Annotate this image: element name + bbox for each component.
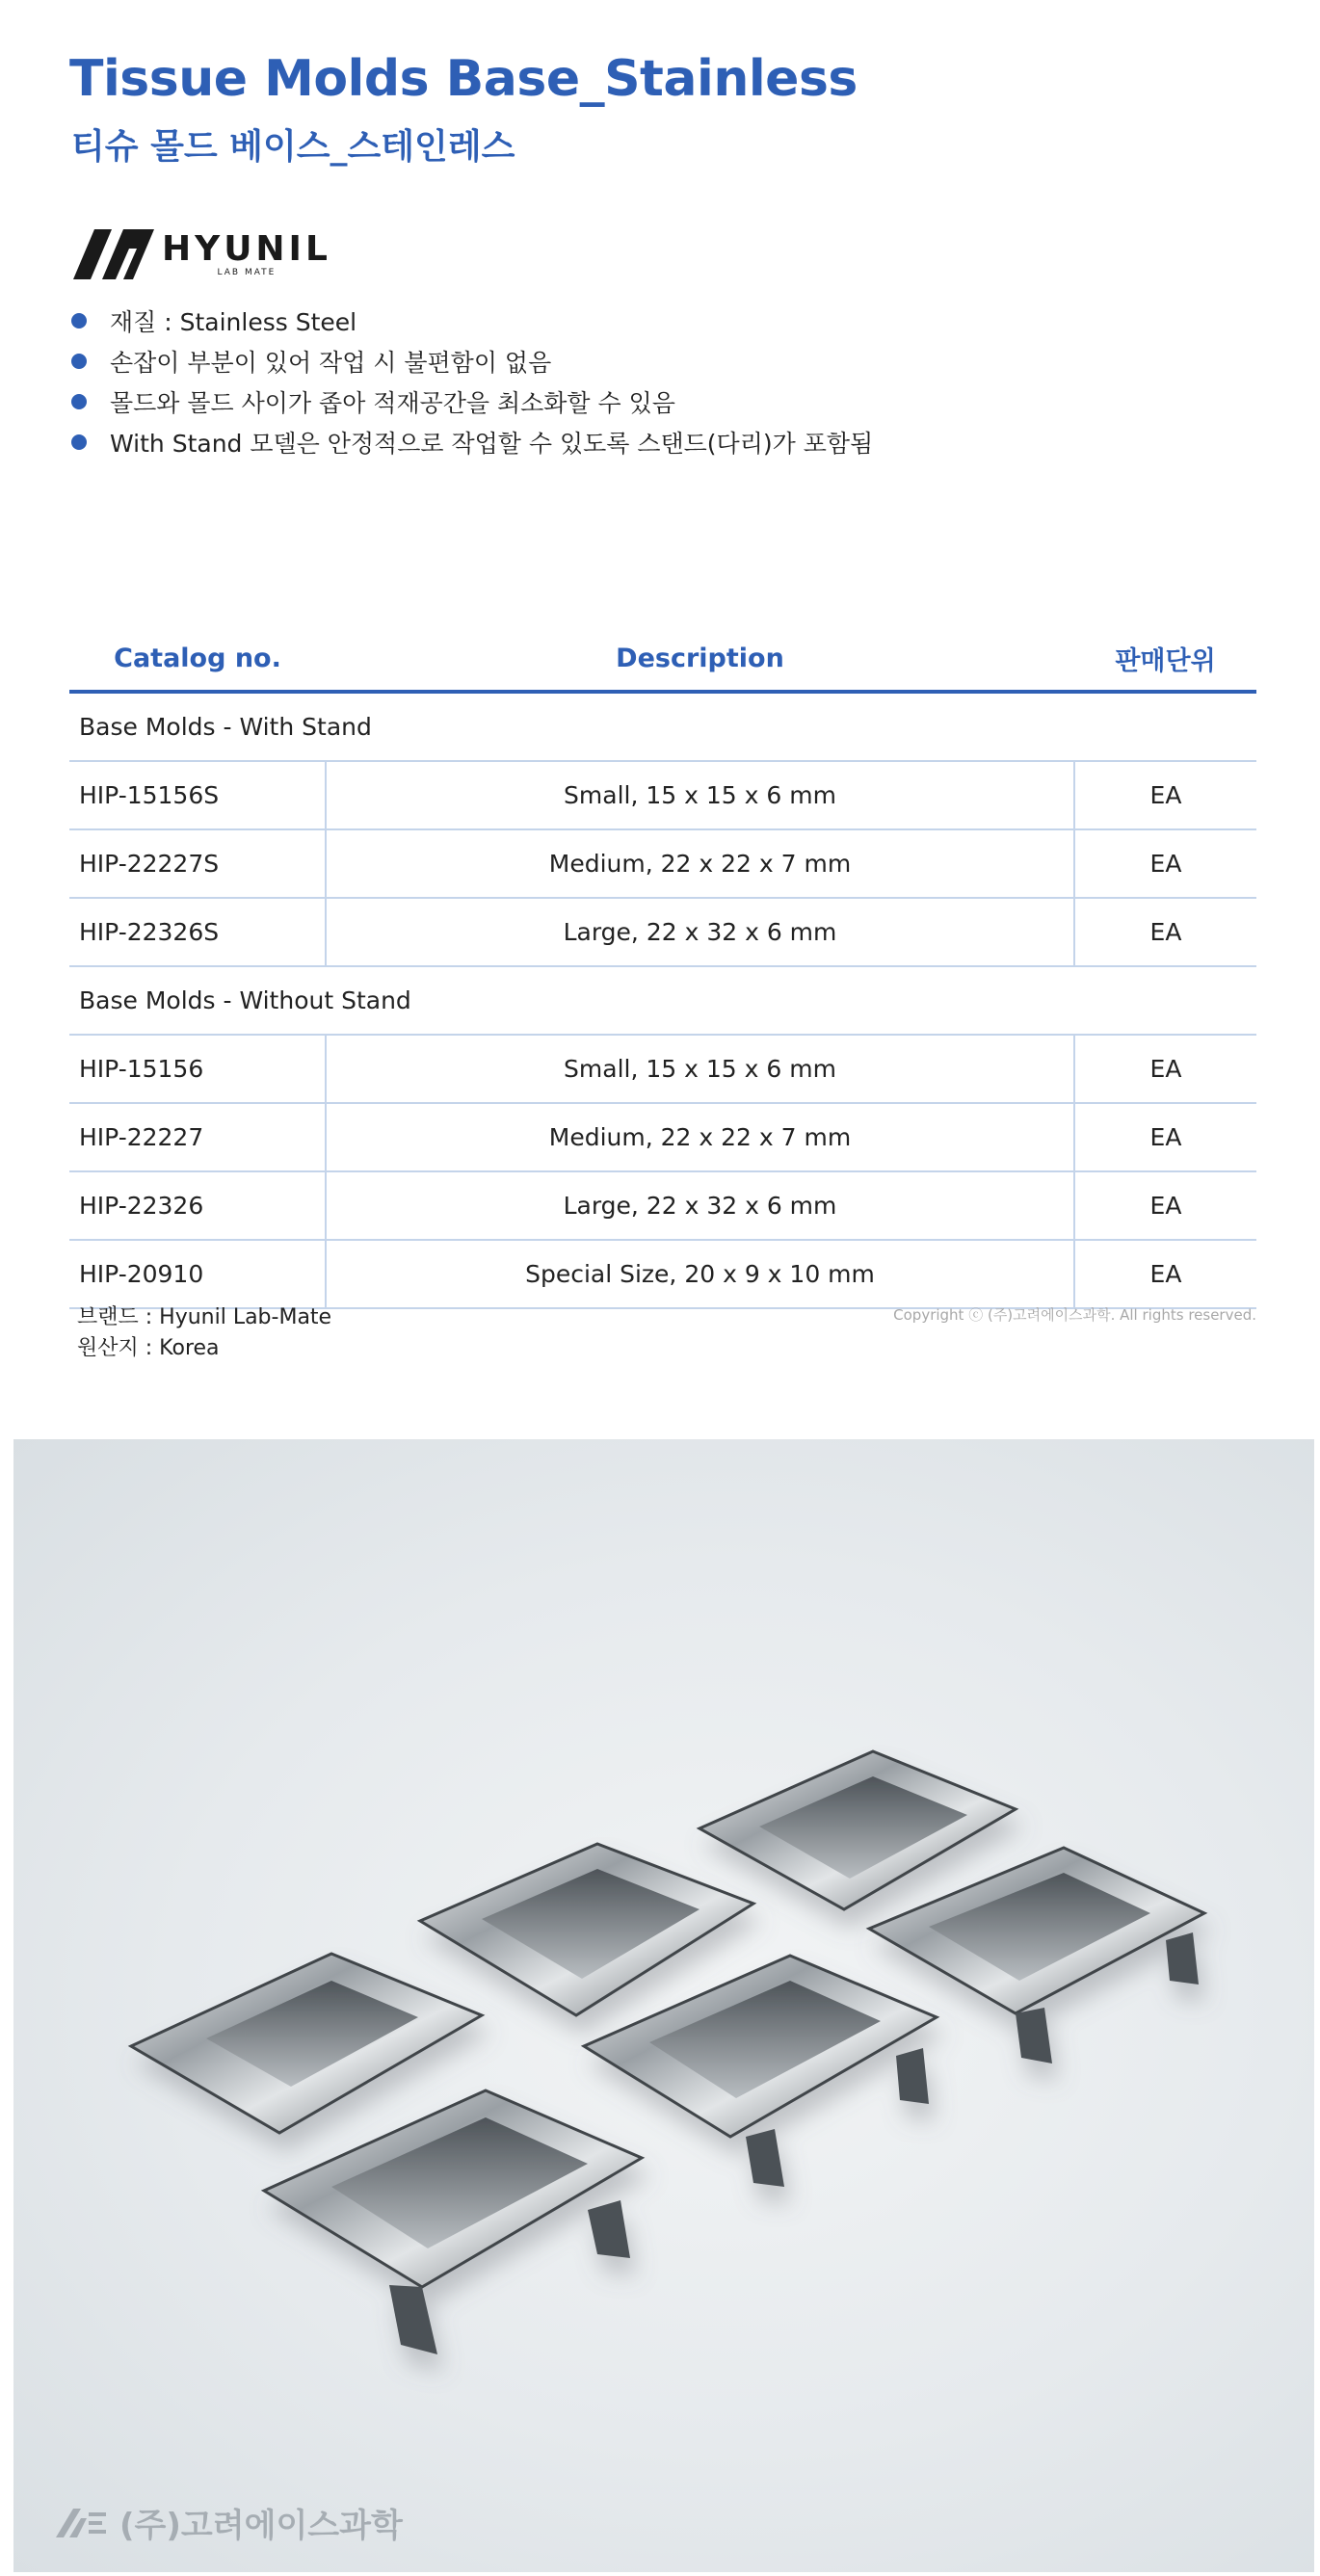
brand-line: 브랜드 : Hyunil Lab-Mate [77, 1305, 332, 1329]
bullet-icon [71, 434, 87, 450]
table-row: HIP-15156 Small, 15 x 15 x 6 mm EA [69, 1035, 1256, 1103]
mold-1 [131, 1954, 482, 2133]
header-catalog: Catalog no. [69, 626, 326, 692]
header-unit: 판매단위 [1074, 626, 1256, 692]
watermark-text: (주)고려에이스과학 [119, 2507, 403, 2545]
feature-item: 재질 : Stainless Steel [71, 301, 873, 341]
feature-item: 손잡이 부분이 있어 작업 시 불편함이 없음 [71, 341, 873, 381]
copyright: Copyright ⓒ (주)고려에이스과학. All rights reserved. [893, 1306, 1256, 1324]
mold-3 [420, 1844, 753, 2015]
page-title: Tissue Molds Base_Stainless [69, 50, 858, 108]
logo-mark-icon [73, 229, 154, 279]
table-row: HIP-15156S Small, 15 x 15 x 6 mm EA [69, 761, 1256, 829]
table-row: HIP-22326 Large, 22 x 32 x 6 mm EA [69, 1171, 1256, 1240]
mold-4 [584, 1956, 937, 2187]
bullet-icon [71, 394, 87, 409]
page-subtitle: 티슈 몰드 베이스_스테인레스 [71, 127, 515, 167]
company-logo-icon [52, 2505, 110, 2541]
table-header-row [69, 626, 1256, 692]
molds-illustration [13, 1439, 1314, 2572]
mold-5 [700, 1751, 1016, 1909]
table-row: HIP-22227 Medium, 22 x 22 x 7 mm EA [69, 1103, 1256, 1171]
product-photo [13, 1439, 1314, 2572]
product-table [69, 626, 1256, 1309]
table-row: HIP-22326S Large, 22 x 32 x 6 mm EA [69, 898, 1256, 966]
watermark [52, 2499, 403, 2546]
logo-name: HYUNIL [162, 229, 331, 269]
table-row: HIP-22227S Medium, 22 x 22 x 7 mm EA [69, 829, 1256, 898]
brand-info [77, 1302, 331, 1364]
logo-sub: LAB MATE [217, 268, 277, 277]
feature-item: With Stand 모델은 안정적으로 작업할 수 있도록 스탠드(다리)가 포함됨 [71, 422, 873, 462]
origin-line: 원산지 : Korea [77, 1336, 220, 1360]
header-description: Description [326, 626, 1074, 692]
table-row: HIP-20910 Special Size, 20 x 9 x 10 mm EA [69, 1240, 1256, 1308]
feature-list [71, 301, 873, 462]
bullet-icon [71, 313, 87, 329]
bullet-icon [71, 354, 87, 369]
group-row: Base Molds - Without Stand [69, 966, 1256, 1035]
feature-item: 몰드와 몰드 사이가 좁아 적재공간을 최소화할 수 있음 [71, 381, 873, 422]
mold-2 [264, 2090, 642, 2354]
group-row: Base Molds - With Stand [69, 692, 1256, 761]
mold-6 [869, 1848, 1204, 2063]
brand-logo [73, 229, 331, 279]
